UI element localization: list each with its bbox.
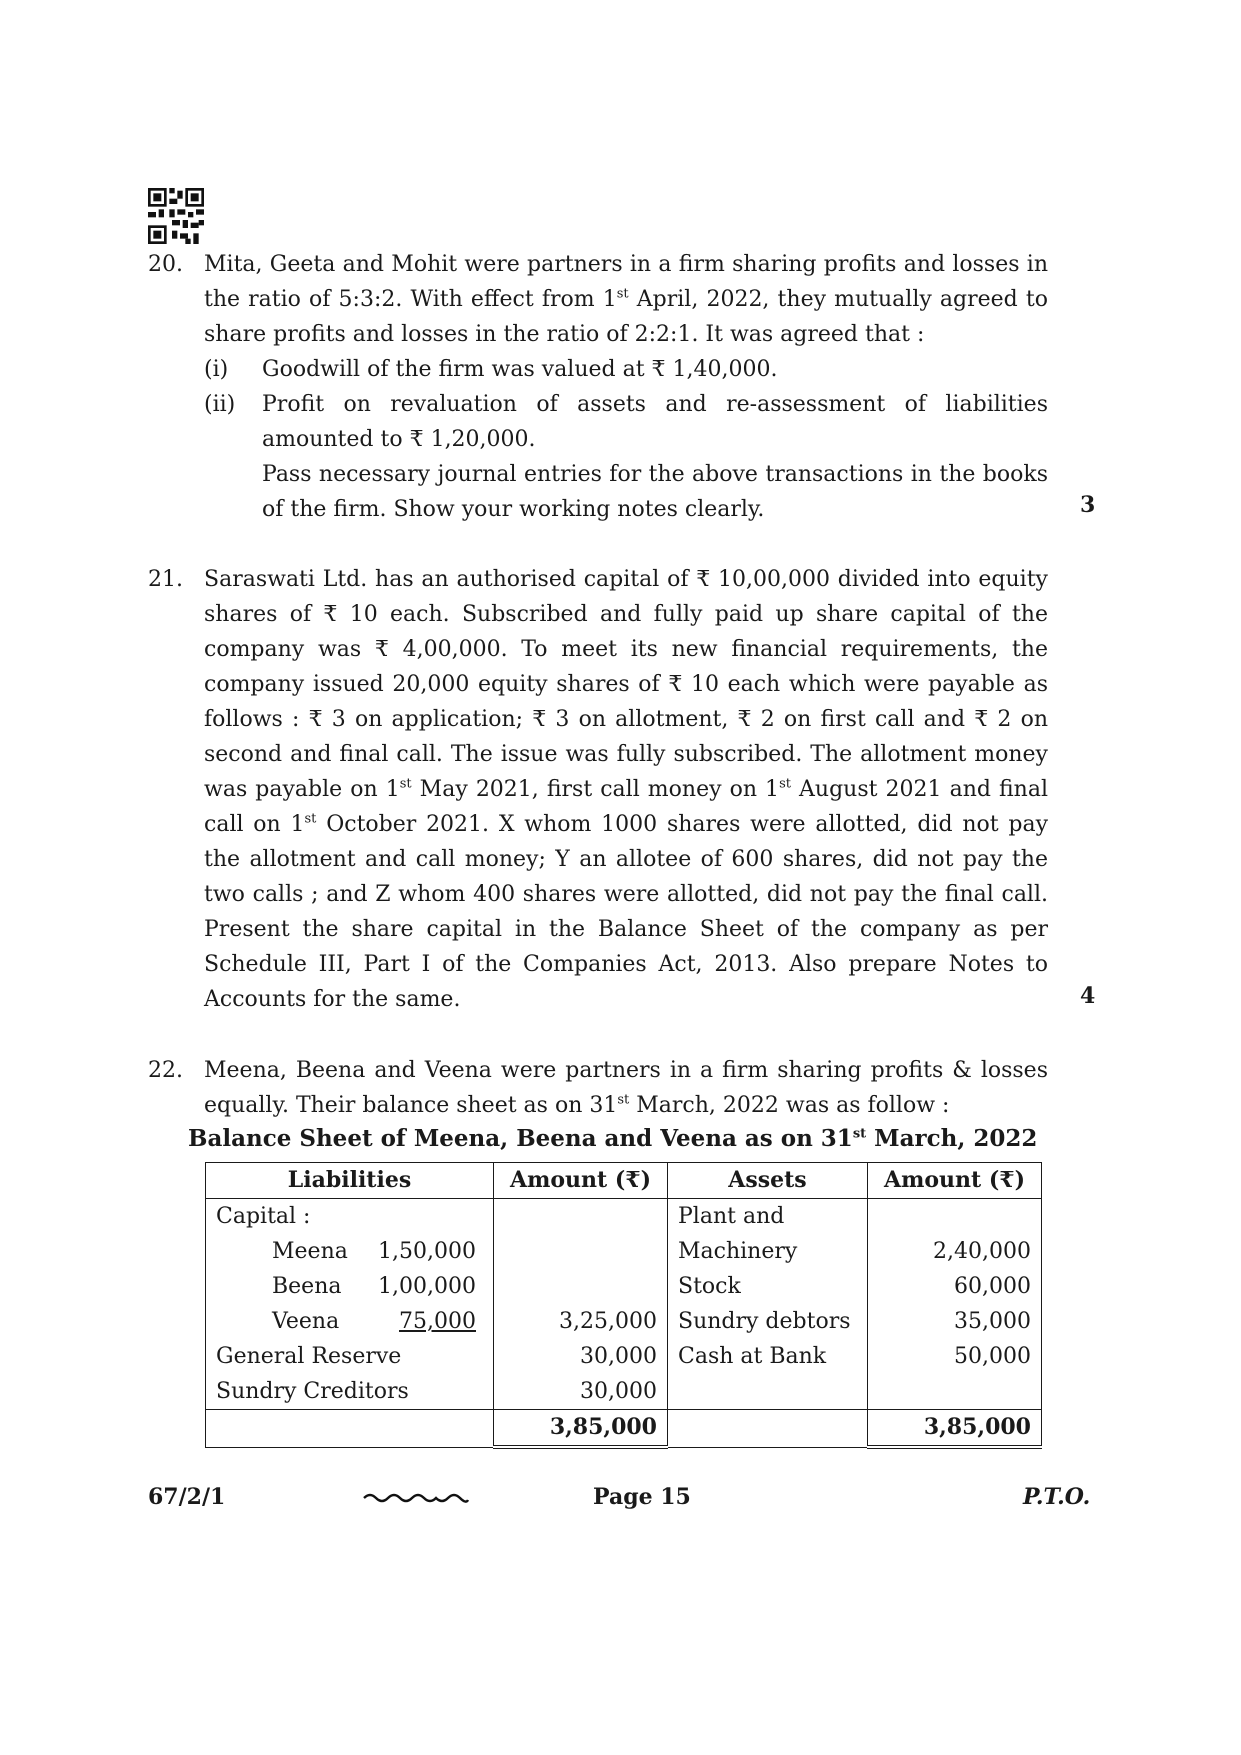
instruction-text: Pass necessary journal entries for the above transactions in the books of the firm. Show your working notes clearly. [262,462,1048,522]
sundry-creditors-label: Sundry Creditors [216,1379,409,1404]
header-amount: Amount (₹) [868,1163,1042,1199]
marks: 3 [1080,492,1096,518]
sundry-creditors-amount: 30,000 [580,1379,657,1404]
qr-code [148,188,204,244]
paper-code: 67/2/1 [148,1484,226,1510]
header-assets: Assets [668,1163,868,1199]
question-20 [148,247,1048,527]
general-reserve-label: General Reserve [216,1344,402,1369]
wave-decoration-icon [362,1490,470,1510]
balance-sheet-table [205,1162,1042,1449]
total-assets: 3,85,000 [868,1410,1042,1448]
question-number: 20. [148,252,183,277]
capital-total: 3,25,000 [559,1309,657,1334]
question-21 [148,562,1048,1017]
marks: 4 [1080,983,1096,1009]
sub-item: (ii) Profit on revaluation of assets and re-assessment of liabilities amounted to ₹ 1,20,000. [204,392,1048,452]
general-reserve-amount: 30,000 [580,1344,657,1369]
sub-item: (i) Goodwill of the firm was valued at ₹ 1,40,000. [204,357,778,382]
question-text: Mita, Geeta and Mohit were partners in a firm sharing profits and losses in the ratio of 5:3:2. With effect from 1st April, 2022, they mutually agreed to share profits and losses in the ratio of 2:2:1. It was agreed that : [204,252,1048,347]
capital-label: Capital : [216,1204,311,1229]
total-liabilities: 3,85,000 [494,1410,668,1448]
header-liabilities: Liabilities [206,1163,494,1199]
partner-capitals: Meena 1,50,000 Beena 1,00,000 Veena 75,000 [272,1239,476,1334]
assets-cell: Plant and Machinery Stock Sundry debtors Cash at Bank [668,1199,868,1410]
liabilities-amount-cell [494,1199,668,1410]
question-number: 22. [148,1058,183,1083]
question-22 [148,1053,1048,1123]
pto-label: P.T.O. [1023,1484,1091,1510]
question-text: Meena, Beena and Veena were partners in a firm sharing profits & losses equally. Their balance sheet as on 31st March, 2022 was as follow : [204,1058,1048,1118]
assets-amount-cell: 2,40,000 60,000 35,000 50,000 [868,1199,1042,1410]
balance-sheet-title: Balance Sheet of Meena, Beena and Veena as on 31st March, 2022 [188,1125,1038,1152]
question-text: Saraswati Ltd. has an authorised capital of ₹ 10,00,000 divided into equity shares of ₹ 10 each. Subscribed and fully paid up share capital of the company was ₹ 4,00,000. To meet its new financial requirements, the company issued 20,000 equity shares of ₹ 10 each which were payable as follows : ₹ 3 on application; ₹ 3 on allotment, ₹ 2 on first call and ₹ 2 on second and final call. The issue was fully subscribed. The allotment money was payable on 1st May 2021, first call money on 1st August 2021 and final call on 1st October 2021. X whom 1000 shares were allotted, did not pay the allotment and call money; Y an allotee of 600 shares, did not pay the two calls ; and Z whom 400 shares were allotted, did not pay the final call. Present the share capital in the Balance Sheet of the company as per Schedule III, Part I of the Companies Act, 2013. Also prepare Notes to Accounts for the same. [204,567,1048,1012]
question-number: 21. [148,567,183,592]
page-number: Page 15 [593,1484,691,1510]
liabilities-cell [206,1199,494,1410]
header-amount: Amount (₹) [494,1163,668,1199]
